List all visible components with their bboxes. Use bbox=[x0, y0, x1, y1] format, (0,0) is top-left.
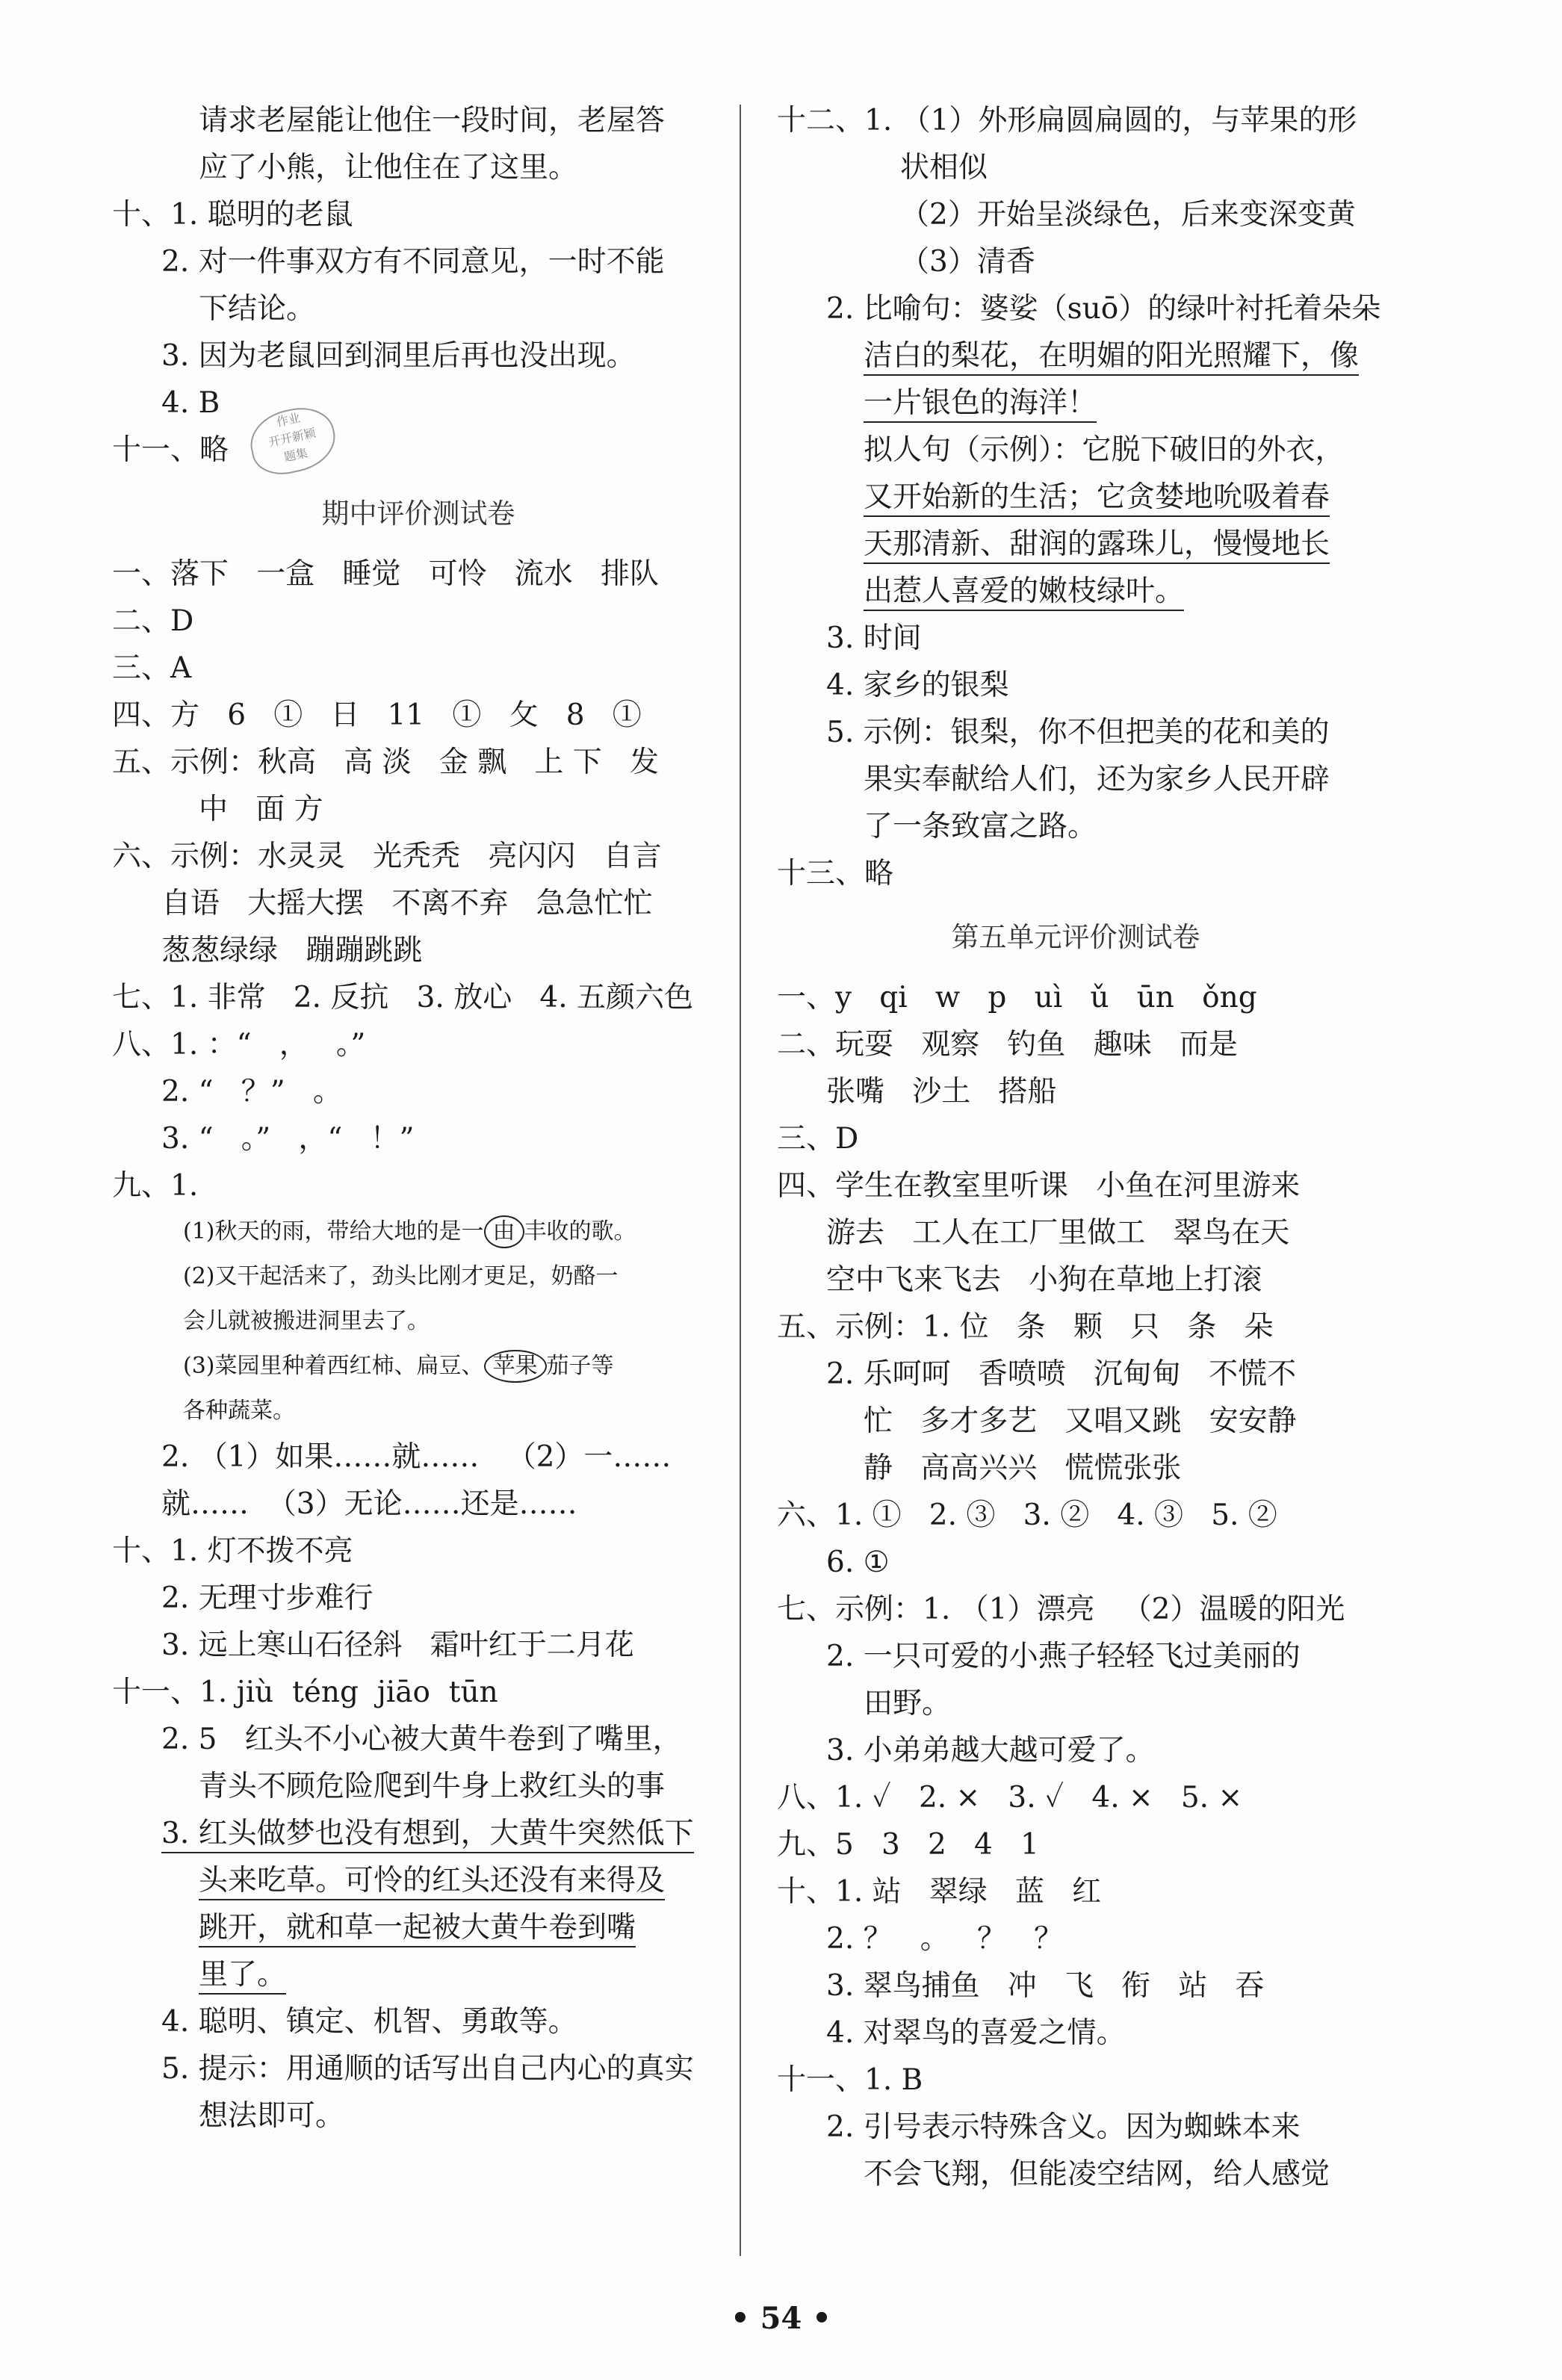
answer-line: 四、学生在教室里听课 小鱼在河里游来 bbox=[777, 1169, 1301, 1203]
answer-line: 3. 远上寒山石径斜 霜叶红于二月花 bbox=[161, 1628, 634, 1662]
answer-line: 状相似 bbox=[900, 151, 988, 185]
answer-line: 六、1. ① 2. ③ 3. ② 4. ③ 5. ② bbox=[777, 1499, 1277, 1532]
answer-line: 八、1. ✓ 2. × 3. ✓ 4. × 5. × bbox=[777, 1781, 1243, 1815]
answer-line: 八、1. ：“ ， 。” bbox=[112, 1028, 366, 1062]
right-column bbox=[777, 97, 1381, 2198]
answer-line: 天那清新、甜润的露珠儿，慢慢地长 bbox=[777, 521, 1375, 568]
answer-line: 张嘴 沙土 搭船 bbox=[826, 1075, 1057, 1109]
answer-line: 2. 对一件事双方有不同意见，一时不能 bbox=[161, 245, 665, 279]
answer-line: 不会飞翔，但能凌空结网，给人感觉 bbox=[864, 2157, 1330, 2191]
answer-line: 三、A bbox=[112, 651, 192, 685]
answer-line: 田野。 bbox=[864, 1687, 952, 1720]
answer-line: 2. 5 红头不小心被大黄牛卷到了嘴里， bbox=[161, 1723, 682, 1756]
answer-line: 跳开，就和草一起被大黄牛卷到嘴 bbox=[112, 1904, 725, 1951]
answer-line: 三、D bbox=[777, 1122, 859, 1156]
answer-line: 二、D bbox=[112, 604, 194, 638]
answer-line: 4. 家乡的银梨 bbox=[826, 669, 1009, 702]
answer-line: 十一、略 bbox=[112, 433, 229, 467]
answer-line: 空中飞来飞去 小狗在草地上打滚 bbox=[826, 1263, 1262, 1297]
sub-item-line: 会儿就被搬进洞里去了。 bbox=[183, 1308, 430, 1334]
answer-line: 2. （1）如果……就…… （2）一…… bbox=[161, 1440, 672, 1474]
answer-line: 4. 聪明、镇定、机智、勇敢等。 bbox=[161, 2005, 577, 2039]
answer-line: 葱葱绿绿 蹦蹦跳跳 bbox=[161, 934, 423, 967]
answer-line: 2. 一只可爱的小燕子轻轻飞过美丽的 bbox=[826, 1640, 1301, 1673]
answer-line: 洁白的梨花，在明媚的阳光照耀下，像 bbox=[777, 332, 1375, 379]
answer-line: 静 高高兴兴 慌慌张张 bbox=[864, 1451, 1182, 1485]
column-divider bbox=[740, 105, 741, 2256]
answer-line: （3）清香 bbox=[900, 245, 1035, 279]
answer-line: 十一、1. jiù téng jiāo tūn bbox=[112, 1676, 498, 1709]
answer-line: 十三、略 bbox=[777, 857, 894, 890]
page-number: • 54 • bbox=[731, 2301, 831, 2336]
answer-line: 头来吃草。可怜的红头还没有来得及 bbox=[112, 1857, 725, 1904]
answer-line: 5. 提示：用通顺的话写出自己内心的真实 bbox=[161, 2052, 694, 2086]
answer-line: 十二、1. （1）外形扁圆扁圆的，与苹果的形 bbox=[777, 104, 1357, 137]
section-heading: 第五单元评价测试卷 bbox=[951, 921, 1200, 953]
answer-line: 3. 因为老鼠回到洞里后再也没出现。 bbox=[161, 339, 636, 373]
answer-line: 想法即可。 bbox=[199, 2099, 345, 2133]
answer-line: 2. 无理寸步难行 bbox=[161, 1581, 374, 1615]
answer-line: 4. B bbox=[161, 386, 220, 420]
sub-item-line: (3)菜园里种着西红柿、扁豆、 苹果 茄子等 bbox=[112, 1344, 725, 1389]
answer-line: 5. 示例：银梨，你不但把美的花和美的 bbox=[826, 716, 1330, 749]
answer-line: 就…… （3）无论……还是…… bbox=[161, 1487, 577, 1521]
answer-line: 七、1. 非常 2. 反抗 3. 放心 4. 五颜六色 bbox=[112, 981, 694, 1014]
answer-line: 2. 乐呵呵 香喷喷 沉甸甸 不慌不 bbox=[826, 1357, 1297, 1391]
answer-line: 3. 时间 bbox=[826, 622, 922, 655]
sub-item-line: (2)又干起活来了，劲头比刚才更足，奶酪一 bbox=[183, 1263, 619, 1289]
answer-line: 十一、1. B bbox=[777, 2063, 923, 2097]
answer-line: 六、示例：水灵灵 光秃秃 亮闪闪 自言 bbox=[112, 840, 662, 873]
answer-line: 3. 小弟弟越大越可爱了。 bbox=[826, 1734, 1155, 1767]
answer-line: 七、示例：1. （1）漂亮 （2）温暖的阳光 bbox=[777, 1593, 1345, 1626]
stamp-seal: 作业 开开新颖 题集 bbox=[245, 401, 341, 480]
answer-line: 4. 对翠鸟的喜爱之情。 bbox=[826, 2016, 1126, 2050]
answer-line: 游去 工人在工厂里做工 翠鸟在天 bbox=[826, 1216, 1290, 1250]
answer-line: 又开始新的生活；它贪婪地吮吸着春 bbox=[777, 474, 1375, 521]
answer-line: 忙 多才多艺 又唱又跳 安安静 bbox=[864, 1404, 1297, 1438]
answer-line: （2）开始呈淡绿色，后来变深变黄 bbox=[900, 198, 1356, 232]
sub-item-line: (1)秋天的雨，带给大地的是一 由 丰收的歌。 bbox=[112, 1209, 725, 1254]
answer-line: 果实奉献给人们，还为家乡人民开辟 bbox=[864, 763, 1330, 796]
answer-line: 3. 红头做梦也没有想到，大黄牛突然低下 bbox=[112, 1810, 725, 1857]
answer-line: 2. ？ 。 ？ ？ bbox=[826, 1922, 1064, 1956]
section-heading: 期中评价测试卷 bbox=[321, 498, 515, 530]
answer-line: 请求老屋能让他住一段时间，老屋答 bbox=[199, 104, 666, 137]
answer-line: 二、玩耍 观察 钓鱼 趣味 而是 bbox=[777, 1028, 1238, 1062]
answer-line: 四、方 6 ① 日 11 ① 攵 8 ① bbox=[112, 698, 642, 732]
answer-line: 十、1. 灯不拨不亮 bbox=[112, 1534, 353, 1568]
answer-line: 一、落下 一盒 睡觉 可怜 流水 排队 bbox=[112, 557, 659, 591]
answer-line: 中 面 方 bbox=[199, 793, 323, 826]
answer-line: 6. ① bbox=[826, 1546, 890, 1579]
answer-line: 十、1. 站 翠绿 蓝 红 bbox=[777, 1875, 1102, 1909]
answer-line: 应了小熊，让他住在了这里。 bbox=[199, 151, 578, 185]
answer-line: 里了。 bbox=[112, 1951, 725, 1998]
sub-item-line: 各种蔬菜。 bbox=[183, 1398, 295, 1424]
answer-line: 自语 大摇大摆 不离不弃 急急忙忙 bbox=[161, 887, 653, 920]
left-column bbox=[112, 97, 725, 2139]
answer-line: 2. “ ？” 。 bbox=[161, 1075, 342, 1109]
answer-line: 九、5 3 2 4 1 bbox=[777, 1828, 1039, 1862]
answer-line: 3. 翠鸟捕鱼 冲 飞 衔 站 吞 bbox=[826, 1969, 1265, 2003]
answer-line: 了一条致富之路。 bbox=[864, 810, 1097, 843]
answer-line: 一片银色的海洋！ bbox=[777, 379, 1375, 427]
answer-line: 十、1. 聪明的老鼠 bbox=[112, 198, 353, 232]
answer-line: 五、示例：1. 位 条 颗 只 条 朵 bbox=[777, 1310, 1274, 1344]
answer-line: 2. 比喻句：婆娑（suō）的绿叶衬托着朵朵 bbox=[826, 292, 1381, 326]
answer-line: 拟人句（示例）：它脱下破旧的外衣， bbox=[864, 433, 1345, 467]
answer-line: 一、y qi w p uì ǔ ūn ǒng bbox=[777, 981, 1257, 1014]
answer-line: 2. 引号表示特殊含义。因为蜘蛛本来 bbox=[826, 2110, 1301, 2144]
answer-line: 青头不顾危险爬到牛身上救红头的事 bbox=[199, 1770, 666, 1803]
answer-line: 下结论。 bbox=[199, 292, 316, 326]
answer-line: 九、1. bbox=[112, 1169, 199, 1203]
answer-line: 3. “ 。” ，“ ！” bbox=[161, 1122, 415, 1156]
answer-line: 出惹人喜爱的嫩枝绿叶。 bbox=[777, 568, 1375, 615]
answer-line: 五、示例：秋高 高 淡 金 飘 上 下 发 bbox=[112, 746, 659, 779]
